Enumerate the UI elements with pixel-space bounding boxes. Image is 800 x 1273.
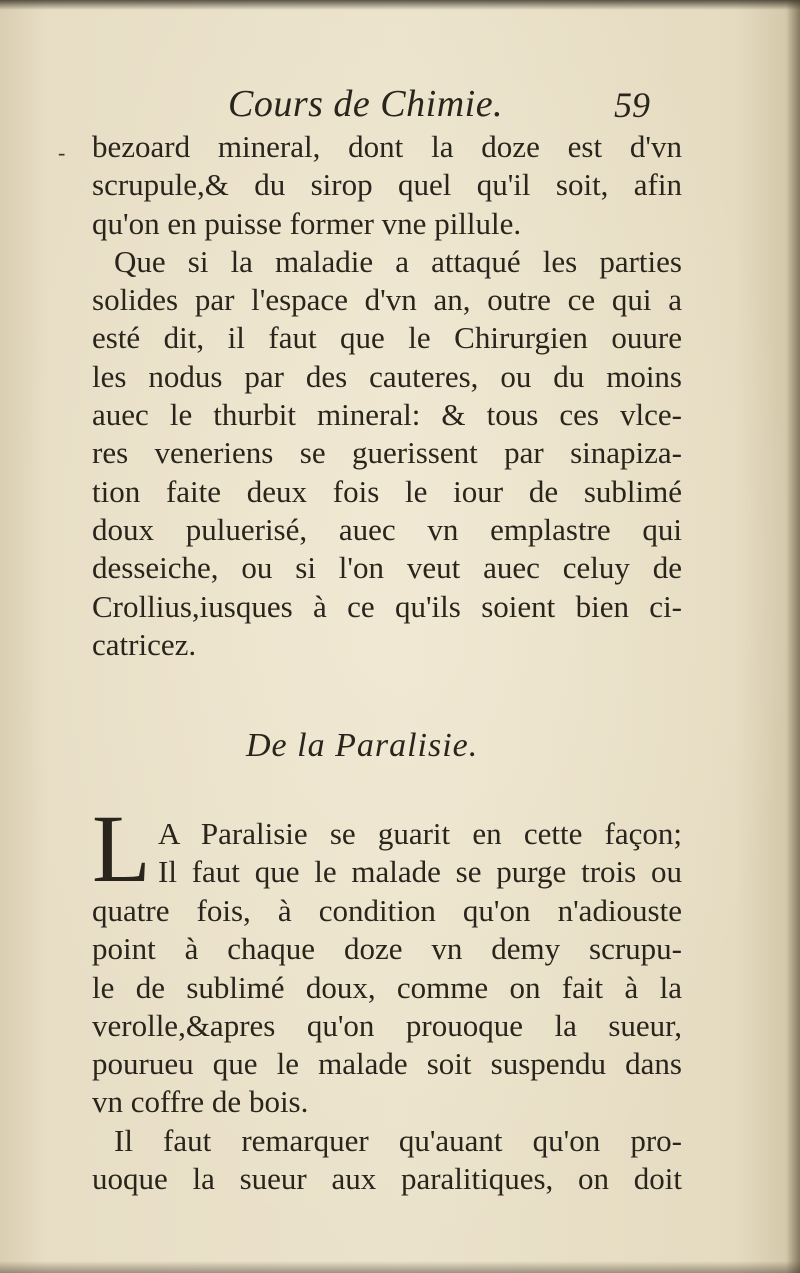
text-line: pourueu que le malade soit suspendu dans [92,1046,682,1082]
page-bottom-edge [0,1261,800,1273]
text-line: point à chaque doze vn demy scrupu- [92,931,682,967]
text-line: catricez. [92,626,197,662]
text-line: Il faut remarquer qu'auant qu'on pro- [114,1122,682,1158]
body-text-bottom [92,892,682,1198]
text-line: Crollius,iusques à ce qu'ils soient bien ci- [92,588,682,624]
drop-cap: L [92,795,151,902]
text-line: doux puluerisé, auec vn emplastre qui [92,511,682,547]
running-title: Cours de Chimie. [228,83,504,125]
text-line: les nodus par des cauteres, ou du moins [92,358,682,394]
page-header [0,78,800,128]
text-line: vn coffre de bois. [92,1084,309,1120]
text-line: scrupule,& du sirop quel qu'il soit, afin [92,167,682,203]
text-line: solides par l'espace d'vn an, outre ce qui a [92,282,682,318]
text-line: quatre fois, à condition qu'on n'adiouste [92,893,682,928]
page-right-edge [786,0,800,1273]
page-top-edge [0,0,800,10]
text-line: uoque la sueur aux paralitiques, on doit [92,1161,682,1197]
margin-mark: - [58,140,66,165]
text-line: auec le thurbit mineral: & tous ces vlce- [92,397,682,433]
text-line: res veneriens se guerissent par sinapiza- [92,435,682,471]
section-heading: De la Paralisie. [246,727,479,764]
text-line: tion faite deux fois le iour de sublimé [92,473,682,509]
text-line: A Paralisie se guarit en cette façon; [158,816,682,851]
page-number: 59 [614,85,650,125]
text-line: Que si la maladie a attaqué les parties [114,243,682,279]
text-line: verolle,&apres qu'on prouoque la sueur, [92,1007,682,1043]
text-line: Il faut que le malade se purge trois ou [158,854,682,890]
text-line: le de sublimé doux, comme on fait à la [92,969,682,1005]
body-text-top [92,128,682,664]
text-line: desseiche, ou si l'on veut auec celuy de [92,550,682,586]
text-line: qu'on en puisse former vne pillule. [92,205,522,241]
text-line: esté dit, il faut que le Chirurgien ouure [92,320,682,356]
body-text-dropcap-lines [158,815,682,892]
text-line: bezoard mineral, dont la doze est d'vn [92,129,682,164]
